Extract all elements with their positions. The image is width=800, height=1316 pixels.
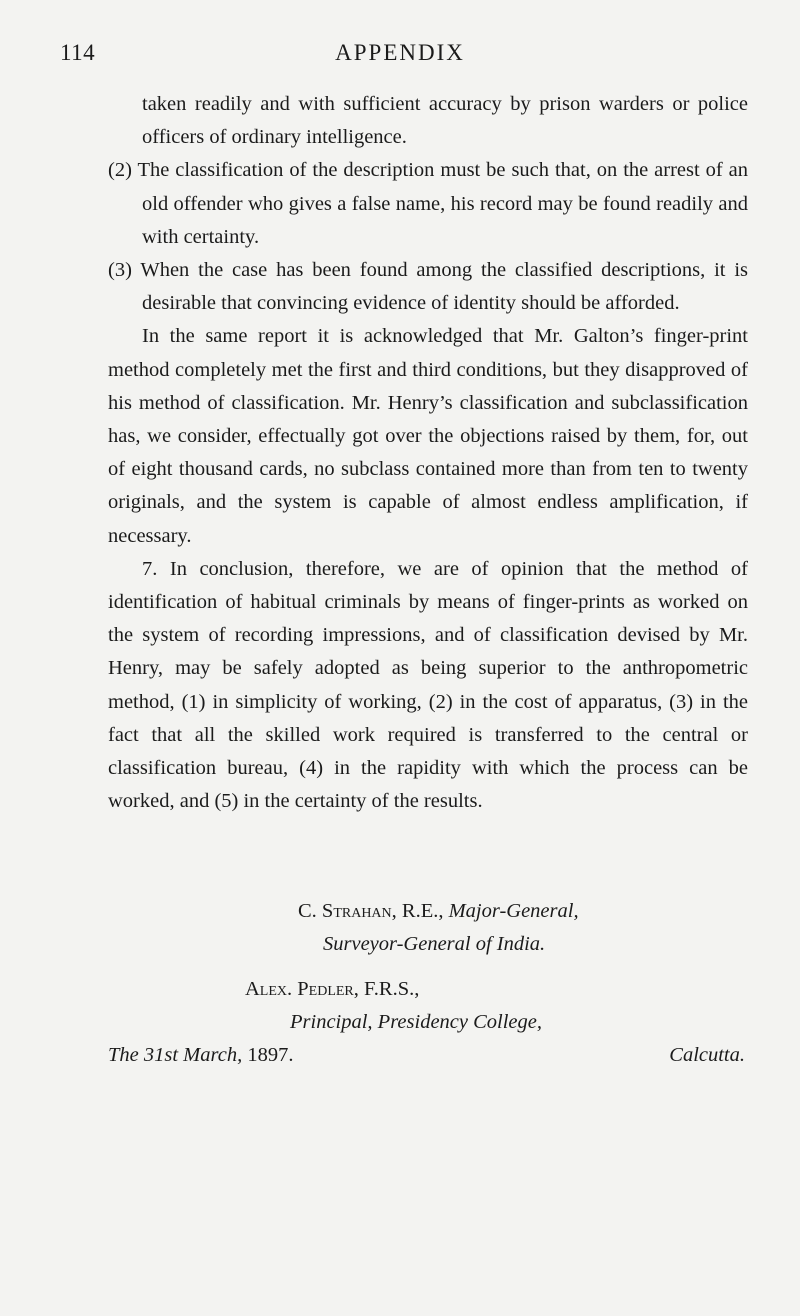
signature-date <box>108 1039 748 1072</box>
signature-block <box>108 895 748 1072</box>
condition-item-2: (2) The classification of the description must be such that, on the arrest of an old offender who gives a false name, his record may be found readily and with certainty. <box>108 159 748 248</box>
continuation-text: taken readily and with sufficient accuracy by prison warders or police officers of ordinary intelligence. <box>142 93 748 149</box>
running-head: APPENDIX <box>335 40 465 65</box>
body-text <box>108 88 748 818</box>
signatory-1-name: C. Strahan, R.E., <box>298 900 444 922</box>
page-number: 114 <box>60 40 96 65</box>
signatory-1-title: Surveyor-General of India. <box>323 933 546 955</box>
condition-item-3: (3) When the case has been found among the classified descriptions, it is desirable that convincing evidence of identity should be afforded. <box>108 259 748 315</box>
date-prefix: The 31st March, <box>108 1044 243 1066</box>
paragraph-galton: In the same report it is acknowledged that Mr. Galton’s finger-print method completely met the first and third conditions, but they disapproved of his method of classification. Mr. Henry’s classification and subclassification has, we consider, effectually got over the objections raised by them, for, out of eight thousand cards, no subclass contained more than from ten to twenty originals, and the system is capable of almost endless amplification, if necessary. <box>108 325 748 547</box>
signatory-1-line <box>298 895 748 928</box>
signatory-2-place: Calcutta. <box>669 1044 745 1066</box>
signatory-1-rank: Major-General, <box>448 900 579 922</box>
signatory-2-name: Alex. Pedler, F.R.S., <box>245 978 420 1000</box>
signatory-2-title: Principal, Presidency College, <box>290 1011 543 1033</box>
date-year: 1897. <box>247 1044 294 1066</box>
paragraph-conclusion: 7. In conclusion, therefore, we are of opinion that the method of identification of habitual criminals by means of finger-prints as worked on the system of recording impressions, and of classification devised by Mr. Henry, may be safely adopted as being superior to the anthropometric method, (1) in simplicity of working, (2) in the cost of apparatus, (3) in the fact that all the skilled work required is transferred to the central or classification bureau, (4) in the rapidity with which the process can be worked, and (5) in the certainty of the results. <box>108 557 748 813</box>
